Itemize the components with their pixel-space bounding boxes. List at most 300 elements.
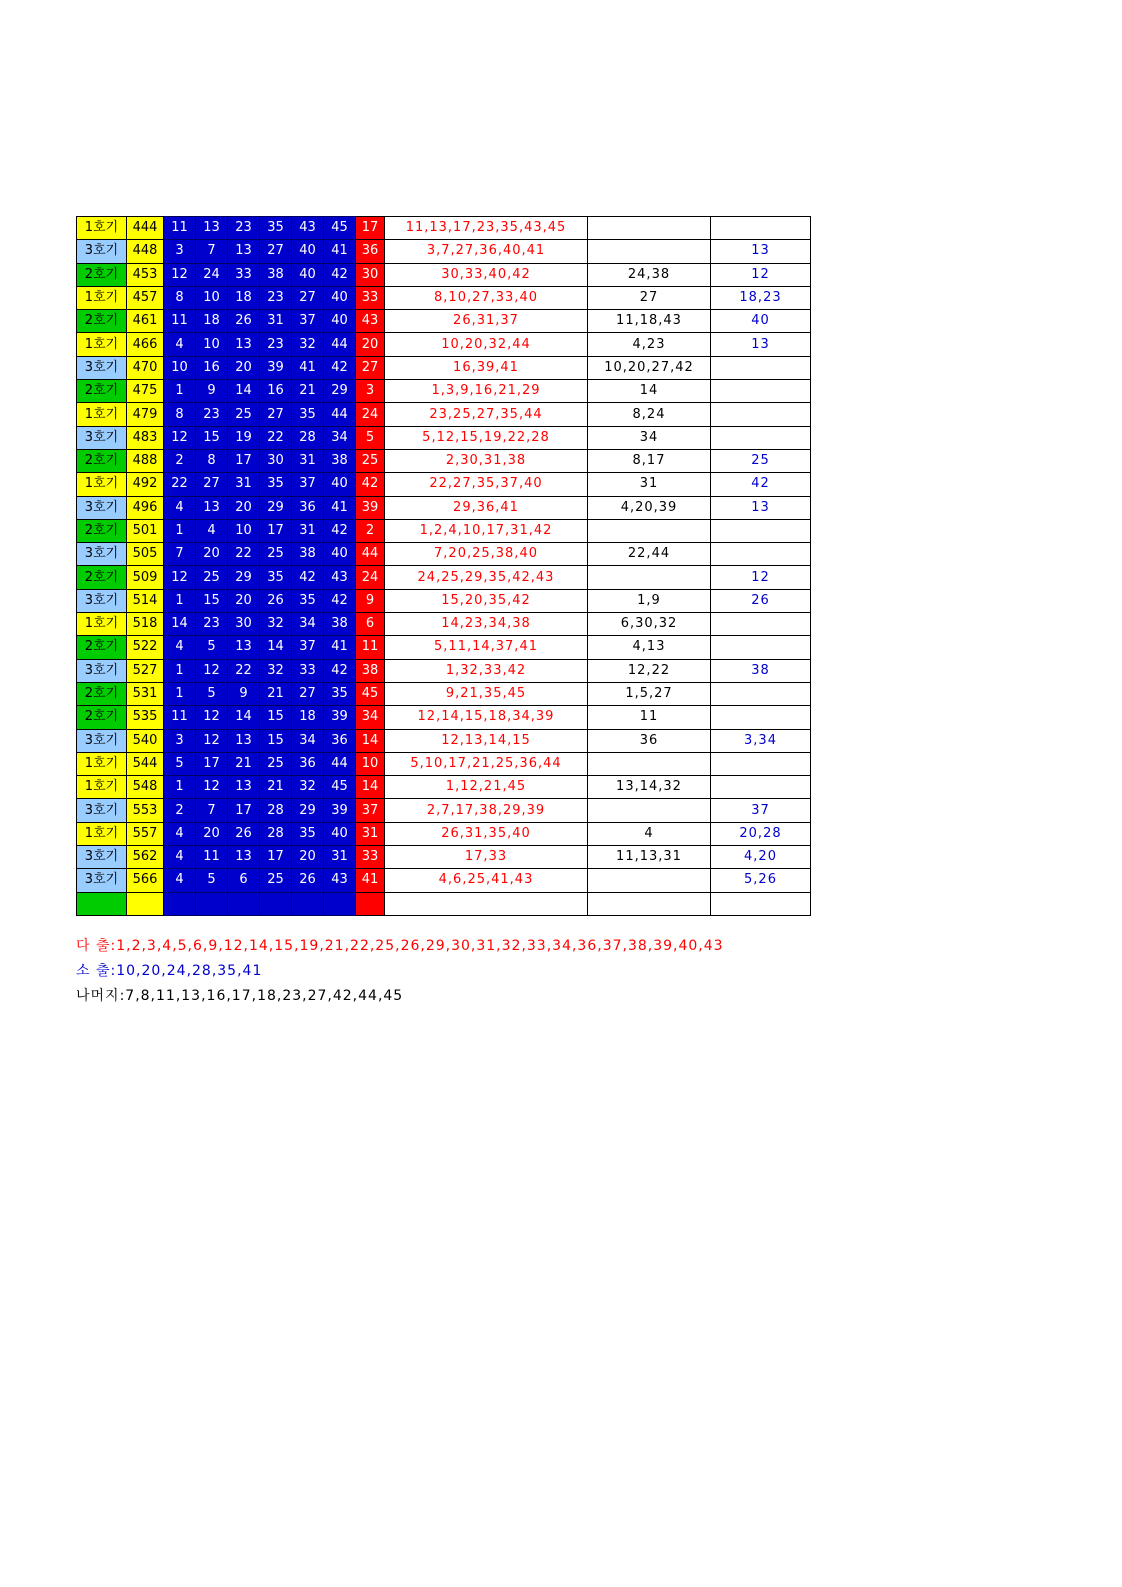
number-cell: 29 xyxy=(324,380,356,403)
black-numbers-cell: 36 xyxy=(588,729,711,752)
number-cell: 17 xyxy=(228,799,260,822)
black-numbers-cell: 1,5,27 xyxy=(588,682,711,705)
number-cell: 22 xyxy=(164,473,196,496)
number-cell: 4 xyxy=(164,822,196,845)
red-numbers-cell: 10,20,32,44 xyxy=(385,333,588,356)
number-cell: 15 xyxy=(260,706,292,729)
machine-cell: 1호기 xyxy=(77,403,127,426)
number-cell: 26 xyxy=(260,589,292,612)
blue-numbers-cell xyxy=(711,752,811,775)
bonus-cell: 14 xyxy=(356,729,385,752)
number-cell: 5 xyxy=(164,752,196,775)
number-cell: 25 xyxy=(196,566,228,589)
red-numbers-cell: 23,25,27,35,44 xyxy=(385,403,588,426)
round-cell: 448 xyxy=(127,240,164,263)
round-cell: 444 xyxy=(127,217,164,240)
number-cell: 36 xyxy=(292,496,324,519)
blue-numbers-cell: 4,20 xyxy=(711,846,811,869)
number-cell: 17 xyxy=(196,752,228,775)
bonus-cell: 11 xyxy=(356,636,385,659)
red-numbers-cell: 12,14,15,18,34,39 xyxy=(385,706,588,729)
summary-rest-values: 7,8,11,13,16,17,18,23,27,42,44,45 xyxy=(125,988,404,1004)
summary-rare-label: 소 출: xyxy=(76,963,117,979)
blue-numbers-cell xyxy=(711,403,811,426)
round-cell: 496 xyxy=(127,496,164,519)
table-row xyxy=(77,217,811,240)
number-cell: 1 xyxy=(164,380,196,403)
number-cell: 23 xyxy=(196,613,228,636)
number-cell: 44 xyxy=(324,752,356,775)
number-cell: 12 xyxy=(196,776,228,799)
number-cell: 35 xyxy=(260,566,292,589)
number-cell: 1 xyxy=(164,589,196,612)
number-cell: 17 xyxy=(260,846,292,869)
blue-numbers-cell: 40 xyxy=(711,310,811,333)
red-numbers-cell: 3,7,27,36,40,41 xyxy=(385,240,588,263)
number-cell: 23 xyxy=(228,217,260,240)
number-cell: 35 xyxy=(292,822,324,845)
number-cell: 31 xyxy=(292,449,324,472)
number-cell: 22 xyxy=(228,659,260,682)
bonus-cell: 42 xyxy=(356,473,385,496)
blue-numbers-cell: 37 xyxy=(711,799,811,822)
number-cell: 25 xyxy=(260,869,292,892)
number-cell: 40 xyxy=(292,263,324,286)
black-numbers-cell: 22,44 xyxy=(588,543,711,566)
number-cell: 12 xyxy=(164,263,196,286)
number-cell: 8 xyxy=(164,286,196,309)
black-numbers-cell xyxy=(588,752,711,775)
number-cell: 3 xyxy=(164,729,196,752)
blue-numbers-cell: 13 xyxy=(711,333,811,356)
round-cell: 457 xyxy=(127,286,164,309)
machine-cell: 1호기 xyxy=(77,286,127,309)
number-cell: 39 xyxy=(324,799,356,822)
bonus-cell: 3 xyxy=(356,380,385,403)
number-cell: 30 xyxy=(260,449,292,472)
table-row xyxy=(77,286,811,309)
blue-numbers-cell xyxy=(711,892,811,915)
bonus-cell: 36 xyxy=(356,240,385,263)
number-cell: 31 xyxy=(324,846,356,869)
black-numbers-cell: 24,38 xyxy=(588,263,711,286)
machine-cell: 3호기 xyxy=(77,589,127,612)
bonus-cell xyxy=(356,892,385,915)
number-cell: 1 xyxy=(164,659,196,682)
summary-frequent-label: 다 출: xyxy=(76,938,117,954)
number-cell: 20 xyxy=(228,356,260,379)
number-cell: 4 xyxy=(164,496,196,519)
number-cell: 23 xyxy=(196,403,228,426)
blue-numbers-cell xyxy=(711,682,811,705)
red-numbers-cell: 5,11,14,37,41 xyxy=(385,636,588,659)
summary-rest-label: 나머지: xyxy=(76,988,126,1004)
table-row xyxy=(77,519,811,542)
bonus-cell: 6 xyxy=(356,613,385,636)
black-numbers-cell: 4,13 xyxy=(588,636,711,659)
number-cell: 8 xyxy=(164,403,196,426)
bonus-cell: 34 xyxy=(356,706,385,729)
round-cell: 557 xyxy=(127,822,164,845)
number-cell: 37 xyxy=(292,310,324,333)
number-cell: 25 xyxy=(260,752,292,775)
machine-cell: 2호기 xyxy=(77,636,127,659)
table-row xyxy=(77,496,811,519)
number-cell: 16 xyxy=(260,380,292,403)
number-cell: 18 xyxy=(228,286,260,309)
black-numbers-cell: 12,22 xyxy=(588,659,711,682)
red-numbers-cell: 30,33,40,42 xyxy=(385,263,588,286)
red-numbers-cell: 12,13,14,15 xyxy=(385,729,588,752)
bonus-cell: 43 xyxy=(356,310,385,333)
bonus-cell: 24 xyxy=(356,566,385,589)
number-cell: 14 xyxy=(228,706,260,729)
table-row xyxy=(77,729,811,752)
number-cell: 4 xyxy=(164,869,196,892)
number-cell: 27 xyxy=(292,682,324,705)
table-row xyxy=(77,543,811,566)
black-numbers-cell: 11,18,43 xyxy=(588,310,711,333)
table-row xyxy=(77,449,811,472)
number-cell: 40 xyxy=(324,543,356,566)
number-cell: 10 xyxy=(164,356,196,379)
black-numbers-cell xyxy=(588,799,711,822)
machine-cell: 1호기 xyxy=(77,473,127,496)
bonus-cell: 24 xyxy=(356,403,385,426)
summary-frequent-line xyxy=(76,934,724,959)
machine-cell: 3호기 xyxy=(77,869,127,892)
round-cell: 505 xyxy=(127,543,164,566)
number-cell: 34 xyxy=(324,426,356,449)
number-cell: 11 xyxy=(196,846,228,869)
blue-numbers-cell: 38 xyxy=(711,659,811,682)
number-cell: 11 xyxy=(164,310,196,333)
red-numbers-cell: 1,32,33,42 xyxy=(385,659,588,682)
black-numbers-cell xyxy=(588,519,711,542)
bonus-cell: 20 xyxy=(356,333,385,356)
empty-row xyxy=(77,892,811,915)
black-numbers-cell: 4 xyxy=(588,822,711,845)
red-numbers-cell: 15,20,35,42 xyxy=(385,589,588,612)
number-cell: 13 xyxy=(228,240,260,263)
machine-cell: 2호기 xyxy=(77,566,127,589)
number-cell: 43 xyxy=(324,566,356,589)
number-cell: 4 xyxy=(164,846,196,869)
blue-numbers-cell xyxy=(711,426,811,449)
round-cell: 470 xyxy=(127,356,164,379)
number-cell: 15 xyxy=(196,426,228,449)
machine-cell: 2호기 xyxy=(77,263,127,286)
blue-numbers-cell xyxy=(711,636,811,659)
number-cell: 7 xyxy=(164,543,196,566)
machine-cell: 1호기 xyxy=(77,217,127,240)
number-cell: 42 xyxy=(292,566,324,589)
number-cell: 39 xyxy=(260,356,292,379)
number-cell: 22 xyxy=(260,426,292,449)
bonus-cell: 39 xyxy=(356,496,385,519)
blue-numbers-cell: 12 xyxy=(711,263,811,286)
number-cell: 31 xyxy=(228,473,260,496)
table-row xyxy=(77,613,811,636)
table-row xyxy=(77,799,811,822)
number-cell: 16 xyxy=(196,356,228,379)
table-row xyxy=(77,263,811,286)
number-cell: 13 xyxy=(228,636,260,659)
number-cell: 30 xyxy=(228,613,260,636)
number-cell: 39 xyxy=(324,706,356,729)
number-cell: 43 xyxy=(292,217,324,240)
number-cell: 18 xyxy=(292,706,324,729)
machine-cell: 1호기 xyxy=(77,333,127,356)
number-cell: 11 xyxy=(164,217,196,240)
number-cell: 35 xyxy=(260,473,292,496)
number-cell: 40 xyxy=(324,473,356,496)
machine-cell: 3호기 xyxy=(77,729,127,752)
table-row xyxy=(77,846,811,869)
number-cell: 4 xyxy=(196,519,228,542)
number-cell: 27 xyxy=(292,286,324,309)
blue-numbers-cell xyxy=(711,217,811,240)
number-cell: 25 xyxy=(260,543,292,566)
number-cell: 37 xyxy=(292,473,324,496)
number-cell: 3 xyxy=(164,240,196,263)
blue-numbers-cell: 18,23 xyxy=(711,286,811,309)
number-cell: 21 xyxy=(292,380,324,403)
machine-cell: 2호기 xyxy=(77,449,127,472)
number-cell xyxy=(292,892,324,915)
number-cell: 27 xyxy=(260,403,292,426)
red-numbers-cell: 16,39,41 xyxy=(385,356,588,379)
summary-block xyxy=(76,934,724,1009)
summary-rare-values: 10,20,24,28,35,41 xyxy=(116,963,263,979)
number-cell: 42 xyxy=(324,263,356,286)
blue-numbers-cell: 13 xyxy=(711,240,811,263)
number-cell: 36 xyxy=(292,752,324,775)
table-row xyxy=(77,356,811,379)
red-numbers-cell: 5,10,17,21,25,36,44 xyxy=(385,752,588,775)
summary-rest-line xyxy=(76,984,724,1009)
number-cell: 42 xyxy=(324,659,356,682)
blue-numbers-cell: 25 xyxy=(711,449,811,472)
machine-cell: 2호기 xyxy=(77,310,127,333)
blue-numbers-cell: 13 xyxy=(711,496,811,519)
table-body xyxy=(77,217,811,916)
number-cell: 7 xyxy=(196,799,228,822)
black-numbers-cell: 4,23 xyxy=(588,333,711,356)
machine-cell: 3호기 xyxy=(77,496,127,519)
number-cell: 9 xyxy=(196,380,228,403)
red-numbers-cell: 7,20,25,38,40 xyxy=(385,543,588,566)
number-cell: 12 xyxy=(164,426,196,449)
number-cell: 15 xyxy=(196,589,228,612)
machine-cell: 3호기 xyxy=(77,356,127,379)
machine-cell: 2호기 xyxy=(77,380,127,403)
bonus-cell: 44 xyxy=(356,543,385,566)
bonus-cell: 30 xyxy=(356,263,385,286)
machine-cell: 3호기 xyxy=(77,659,127,682)
blue-numbers-cell xyxy=(711,613,811,636)
round-cell: 540 xyxy=(127,729,164,752)
number-cell: 10 xyxy=(196,286,228,309)
bonus-cell: 37 xyxy=(356,799,385,822)
table-row xyxy=(77,869,811,892)
black-numbers-cell: 13,14,32 xyxy=(588,776,711,799)
round-cell: 527 xyxy=(127,659,164,682)
number-cell: 15 xyxy=(260,729,292,752)
number-cell: 35 xyxy=(324,682,356,705)
number-cell: 40 xyxy=(292,240,324,263)
number-cell: 38 xyxy=(324,613,356,636)
number-cell: 41 xyxy=(324,240,356,263)
machine-cell: 1호기 xyxy=(77,822,127,845)
black-numbers-cell: 11,13,31 xyxy=(588,846,711,869)
round-cell: 562 xyxy=(127,846,164,869)
number-cell: 5 xyxy=(196,636,228,659)
black-numbers-cell: 4,20,39 xyxy=(588,496,711,519)
machine-cell: 1호기 xyxy=(77,752,127,775)
table-row xyxy=(77,403,811,426)
red-numbers-cell: 8,10,27,33,40 xyxy=(385,286,588,309)
number-cell: 32 xyxy=(260,659,292,682)
number-cell: 10 xyxy=(196,333,228,356)
bonus-cell: 9 xyxy=(356,589,385,612)
black-numbers-cell xyxy=(588,869,711,892)
number-cell: 28 xyxy=(260,799,292,822)
table-row xyxy=(77,426,811,449)
number-cell xyxy=(324,892,356,915)
red-numbers-cell: 1,3,9,16,21,29 xyxy=(385,380,588,403)
number-cell: 4 xyxy=(164,636,196,659)
round-cell: 509 xyxy=(127,566,164,589)
number-cell: 13 xyxy=(196,217,228,240)
round-cell: 453 xyxy=(127,263,164,286)
table-row xyxy=(77,380,811,403)
red-numbers-cell: 9,21,35,45 xyxy=(385,682,588,705)
red-numbers-cell: 22,27,35,37,40 xyxy=(385,473,588,496)
number-cell: 6 xyxy=(228,869,260,892)
number-cell: 41 xyxy=(324,496,356,519)
number-cell: 29 xyxy=(260,496,292,519)
number-cell: 33 xyxy=(292,659,324,682)
round-cell: 535 xyxy=(127,706,164,729)
round-cell: 566 xyxy=(127,869,164,892)
round-cell: 544 xyxy=(127,752,164,775)
number-cell: 14 xyxy=(260,636,292,659)
round-cell: 531 xyxy=(127,682,164,705)
number-cell: 20 xyxy=(196,822,228,845)
number-cell: 38 xyxy=(292,543,324,566)
red-numbers-cell: 2,30,31,38 xyxy=(385,449,588,472)
number-cell: 26 xyxy=(228,310,260,333)
number-cell: 1 xyxy=(164,519,196,542)
round-cell: 501 xyxy=(127,519,164,542)
number-cell: 40 xyxy=(324,286,356,309)
number-cell: 32 xyxy=(260,613,292,636)
black-numbers-cell: 11 xyxy=(588,706,711,729)
number-cell xyxy=(196,892,228,915)
red-numbers-cell: 4,6,25,41,43 xyxy=(385,869,588,892)
number-cell: 2 xyxy=(164,799,196,822)
number-cell: 43 xyxy=(324,869,356,892)
machine-cell: 1호기 xyxy=(77,613,127,636)
red-numbers-cell: 29,36,41 xyxy=(385,496,588,519)
number-cell: 21 xyxy=(260,776,292,799)
number-cell: 40 xyxy=(324,822,356,845)
number-cell: 12 xyxy=(196,729,228,752)
bonus-cell: 2 xyxy=(356,519,385,542)
round-cell: 483 xyxy=(127,426,164,449)
round-cell: 553 xyxy=(127,799,164,822)
machine-cell: 2호기 xyxy=(77,706,127,729)
number-cell: 10 xyxy=(228,519,260,542)
blue-numbers-cell: 42 xyxy=(711,473,811,496)
blue-numbers-cell xyxy=(711,356,811,379)
round-cell: 488 xyxy=(127,449,164,472)
number-cell: 20 xyxy=(196,543,228,566)
blue-numbers-cell: 20,28 xyxy=(711,822,811,845)
blue-numbers-cell: 26 xyxy=(711,589,811,612)
red-numbers-cell: 11,13,17,23,35,43,45 xyxy=(385,217,588,240)
black-numbers-cell xyxy=(588,566,711,589)
number-cell: 44 xyxy=(324,333,356,356)
round-cell: 475 xyxy=(127,380,164,403)
number-cell: 35 xyxy=(292,403,324,426)
number-cell: 28 xyxy=(260,822,292,845)
round-cell: 479 xyxy=(127,403,164,426)
number-cell: 12 xyxy=(164,566,196,589)
number-cell: 11 xyxy=(164,706,196,729)
number-cell: 36 xyxy=(324,729,356,752)
bonus-cell: 45 xyxy=(356,682,385,705)
black-numbers-cell: 34 xyxy=(588,426,711,449)
bonus-cell: 41 xyxy=(356,869,385,892)
black-numbers-cell: 1,9 xyxy=(588,589,711,612)
red-numbers-cell: 26,31,35,40 xyxy=(385,822,588,845)
number-cell: 35 xyxy=(292,589,324,612)
number-cell: 25 xyxy=(228,403,260,426)
number-cell: 5 xyxy=(196,682,228,705)
number-cell: 8 xyxy=(196,449,228,472)
number-cell: 33 xyxy=(228,263,260,286)
black-numbers-cell: 8,17 xyxy=(588,449,711,472)
machine-cell: 2호기 xyxy=(77,682,127,705)
number-cell: 12 xyxy=(196,706,228,729)
number-cell: 20 xyxy=(228,496,260,519)
number-cell: 31 xyxy=(260,310,292,333)
machine-cell: 3호기 xyxy=(77,799,127,822)
number-cell: 42 xyxy=(324,589,356,612)
number-cell: 41 xyxy=(292,356,324,379)
number-cell: 19 xyxy=(228,426,260,449)
round-cell: 466 xyxy=(127,333,164,356)
blue-numbers-cell xyxy=(711,543,811,566)
table-row xyxy=(77,310,811,333)
blue-numbers-cell: 12 xyxy=(711,566,811,589)
machine-cell: 3호기 xyxy=(77,426,127,449)
round-cell: 492 xyxy=(127,473,164,496)
number-cell: 20 xyxy=(292,846,324,869)
blue-numbers-cell xyxy=(711,519,811,542)
number-cell: 1 xyxy=(164,682,196,705)
round-cell: 522 xyxy=(127,636,164,659)
number-cell: 27 xyxy=(196,473,228,496)
number-cell: 23 xyxy=(260,286,292,309)
number-cell: 34 xyxy=(292,729,324,752)
number-cell: 13 xyxy=(228,846,260,869)
black-numbers-cell: 27 xyxy=(588,286,711,309)
number-cell: 9 xyxy=(228,682,260,705)
number-cell: 44 xyxy=(324,403,356,426)
